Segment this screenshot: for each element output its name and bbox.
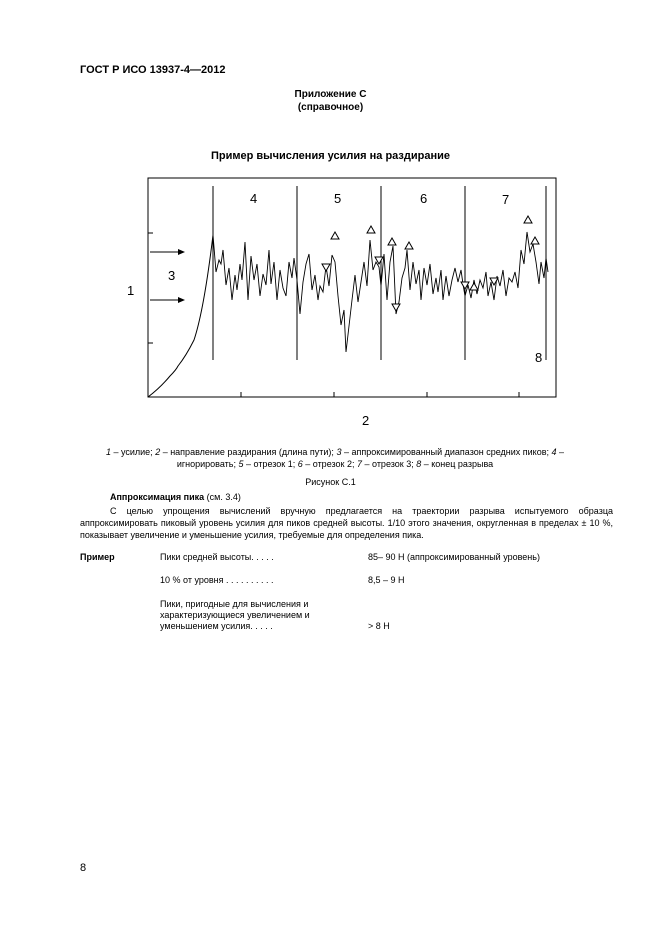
caption-num: 3	[336, 447, 342, 457]
peak-marker	[388, 238, 396, 245]
example-row-left: 10 % от уровня . . . . . . . . . .	[160, 575, 274, 585]
label-8: 8	[535, 350, 543, 365]
caption-text: – аппроксимированный диапазон средних пиков;	[341, 447, 552, 457]
caption-text: – игнорировать;	[176, 447, 565, 469]
annex-title: Приложение С	[294, 89, 367, 100]
caption-text: – направление раздирания (длина пути);	[160, 447, 337, 457]
valley-marker	[322, 264, 330, 271]
section-heading-bold: Аппроксимация пика	[110, 492, 205, 502]
example-row-left: Пики, пригодные для вычисления и характеризующиеся увеличением и уменьшением усилия. . . . .	[160, 599, 310, 631]
page-number: 8	[80, 862, 87, 874]
arrow-head	[178, 249, 185, 255]
peak-marker	[367, 226, 375, 233]
label-6: 6	[420, 191, 428, 206]
peak-marker	[524, 216, 532, 223]
caption-text: – конец разрыва	[421, 459, 494, 469]
label-2: 2	[362, 413, 370, 428]
example-row-right: 85– 90 Н (аппроксимированный уровень)	[368, 552, 540, 562]
figure-caption	[80, 446, 590, 470]
caption-num: 1	[105, 447, 111, 457]
diagram-frame	[148, 178, 556, 397]
example-row-left: Пики средней высоты. . . . .	[160, 552, 274, 562]
label-1: 1	[127, 283, 135, 298]
label-3: 3	[168, 268, 176, 283]
caption-num: 2	[155, 447, 161, 457]
example-label: Пример	[80, 552, 115, 562]
caption-text: – отрезок 1;	[243, 459, 298, 469]
label-7: 7	[502, 192, 510, 207]
tearing-force-diagram	[0, 0, 661, 440]
annex-subtitle: (справочное)	[297, 102, 364, 113]
initial-rise-curve	[148, 235, 213, 397]
caption-num: 6	[297, 459, 303, 469]
peak-marker	[470, 283, 478, 290]
peak-marker	[531, 237, 539, 244]
section-heading-ref: (см. 3.4)	[204, 492, 241, 502]
caption-text: – отрезок 3;	[362, 459, 417, 469]
caption-num: 5	[238, 459, 244, 469]
arrow-head	[178, 297, 185, 303]
caption-num: 4	[551, 447, 557, 457]
caption-text: – отрезок 2;	[302, 459, 357, 469]
label-5: 5	[334, 191, 342, 206]
peak-marker	[331, 232, 339, 239]
valley-marker	[392, 304, 400, 311]
caption-num: 7	[356, 459, 362, 469]
caption-num: 8	[416, 459, 422, 469]
figure-label: Рисунок С.1	[305, 477, 356, 487]
example-row-right: > 8 Н	[368, 621, 390, 631]
example-row-right: 8,5 – 9 Н	[368, 575, 405, 585]
caption-text: – усилие;	[110, 447, 156, 457]
figure-title: Пример вычисления усилия на раздирание	[211, 150, 450, 162]
document-code: ГОСТ Р ИСО 13937-4—2012	[80, 64, 226, 76]
peak-marker	[405, 242, 413, 249]
label-4: 4	[250, 191, 258, 206]
section-heading	[110, 492, 241, 502]
section-paragraph: С целью упрощения вычислений вручную предлагается на траектории разрыва испытуемого образца аппроксимировать пиковый уровень усилия для пиков средней высоты. 1/10 этого значения, округленная в пределах ± 10 %, показывает увеличение и уменьшение усилия, требуемые для определения пика.	[80, 506, 613, 540]
